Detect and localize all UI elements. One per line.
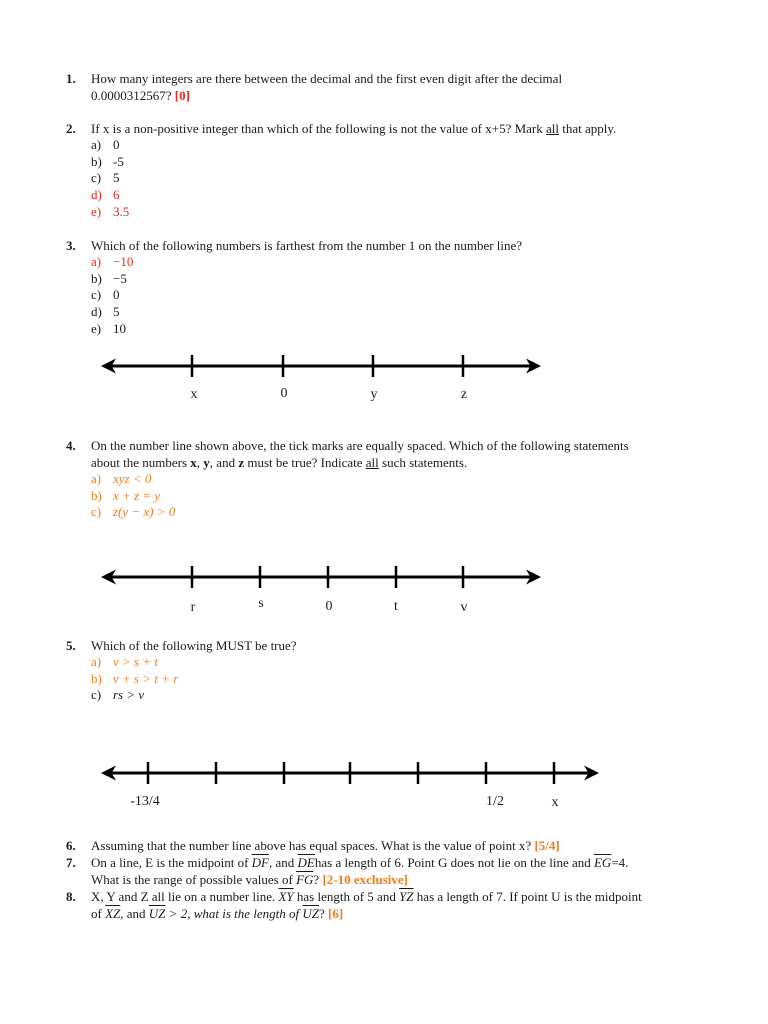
nl2-label-r: r xyxy=(190,600,196,615)
option-c: c) z(y − x) > 0 xyxy=(91,504,176,520)
question-4 xyxy=(66,437,716,521)
nl1-label-0: 0 xyxy=(280,386,288,401)
option-d: d) 6 xyxy=(91,187,120,203)
question-text: How many integers are there between the decimal and the first even digit after the decimal 0.0000312567? [0] xyxy=(91,71,563,103)
question-number: 7. xyxy=(66,855,76,870)
question-text: If x is a non-positive integer than which of the following is not the value of x+5? Mark all that apply. xyxy=(91,121,617,136)
nl2-label-0: 0 xyxy=(325,599,333,614)
number-line-2 xyxy=(104,566,538,588)
question-6 xyxy=(66,837,716,854)
nl2-label-s: s xyxy=(258,596,264,611)
option-b: b) v + s > t + r xyxy=(91,670,179,686)
nl2-label-t: t xyxy=(394,599,398,614)
option-b: b) x + z = y xyxy=(91,487,161,503)
question-text: Which of the following MUST be true? xyxy=(91,638,297,653)
question-number: 3. xyxy=(66,238,76,253)
answer: [0] xyxy=(174,88,190,103)
number-line-3 xyxy=(104,762,596,784)
answer: [2-10 exclusive] xyxy=(322,872,408,887)
nl3-label-1-2: 1/2 xyxy=(486,794,504,809)
option-b: b) -5 xyxy=(91,153,124,169)
number-line-1 xyxy=(104,355,538,377)
question-text: Which of the following numbers is farthest from the number 1 on the number line? xyxy=(91,238,523,253)
option-list xyxy=(91,654,716,704)
question-number: 5. xyxy=(66,638,76,653)
nl1-label-z: z xyxy=(460,387,468,402)
nl3-label-x: x xyxy=(551,795,559,810)
option-list xyxy=(91,471,716,521)
option-c: c) rs > v xyxy=(91,687,145,703)
option-a: a) 0 xyxy=(91,137,120,152)
answer: [6] xyxy=(328,906,344,921)
option-a: a) v > s + t xyxy=(91,654,158,669)
nl2-label-v: v xyxy=(460,600,468,615)
question-text: On a line, E is the midpoint of $\overline{DF}$, and $\overline{DE}has$ a length of 6. Point G does not lie on the line and $\overline{EG}=4$. What is the range of possible values of $\overline{FG}$? [2-10 exclusive] xyxy=(91,855,629,887)
answer: [5/4] xyxy=(534,838,560,853)
nl1-label-y: y xyxy=(370,387,378,402)
option-e: e) 10 xyxy=(91,320,126,336)
option-c: c) 5 xyxy=(91,170,120,186)
option-e: e) 3.5 xyxy=(91,203,130,219)
question-text: X, Y and Z all lie on a number line. $\overline{XY}$ has length of 5 and $\overline{YZ}$ has a length of 7. If point U is the midpoint of $\overline{XZ}$, and $\overline{UZ} > 2$, what is the length of $\overline{UZ}$? [6] xyxy=(91,889,642,921)
question-8 xyxy=(66,888,716,922)
option-c: c) 0 xyxy=(91,287,120,303)
question-number: 8. xyxy=(66,889,76,904)
question-text: Assuming that the number line above has equal spaces. What is the value of point x? [5/4] xyxy=(91,838,560,853)
question-7 xyxy=(66,854,716,888)
question-5 xyxy=(66,637,716,704)
option-d: d) 5 xyxy=(91,304,120,320)
question-number: 1. xyxy=(66,71,76,86)
question-number: 4. xyxy=(66,438,76,453)
option-a: a) xyz < 0 xyxy=(91,471,152,486)
question-number: 6. xyxy=(66,838,76,853)
nl3-label-neg-13-4: -13/4 xyxy=(130,794,160,809)
option-a: a) −10 xyxy=(91,254,134,269)
question-text: On the number line shown above, the tick marks are equally spaced. Which of the following statements about the numbers x, y, and z must be true? Indicate all such statements. xyxy=(91,438,629,470)
question-number: 2. xyxy=(66,121,76,136)
option-b: b) −5 xyxy=(91,270,127,286)
nl1-label-x: x xyxy=(190,387,198,402)
